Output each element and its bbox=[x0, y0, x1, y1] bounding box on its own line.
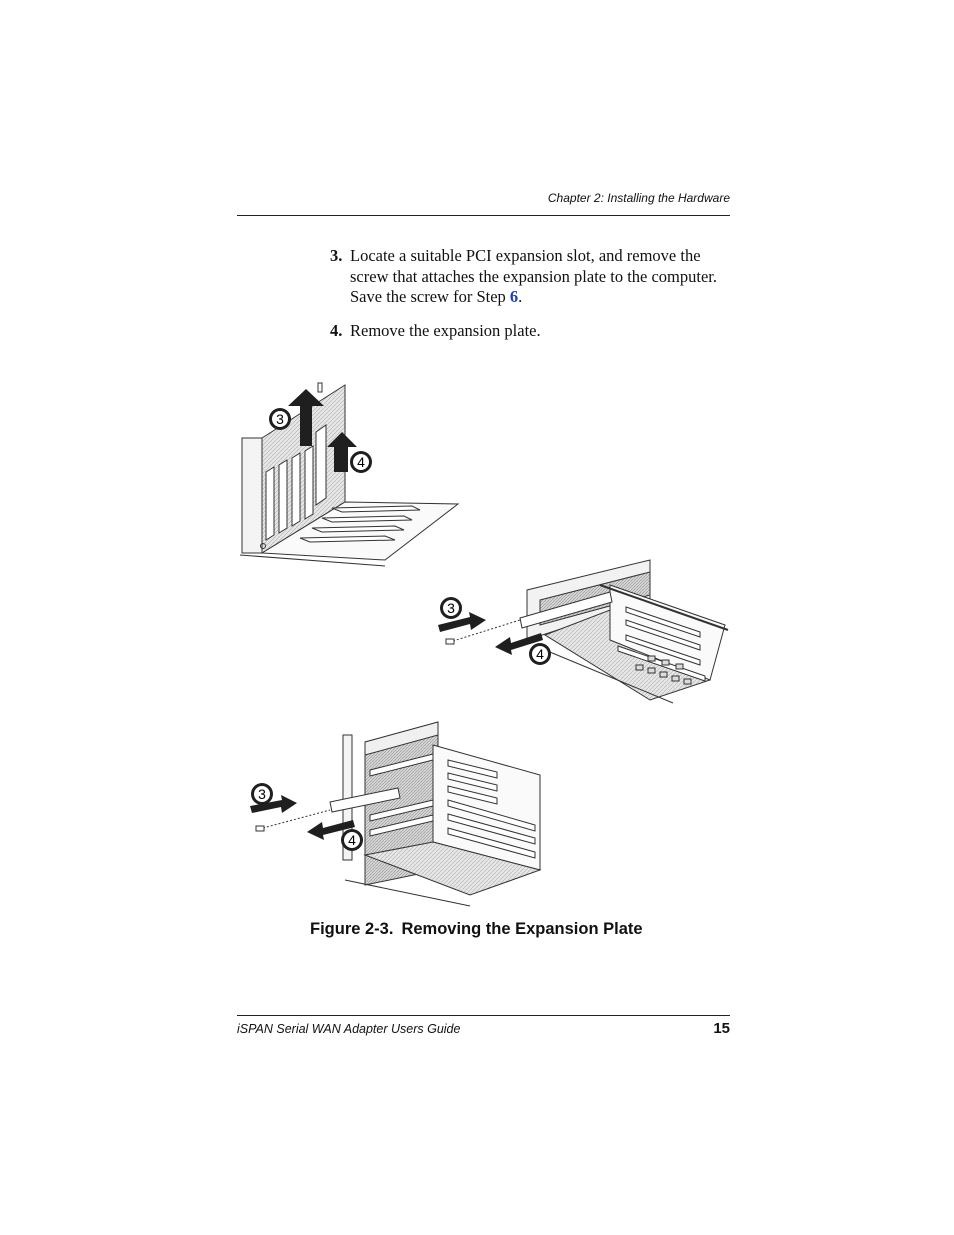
figure-title: Removing the Expansion Plate bbox=[401, 920, 643, 938]
callout-3-badge bbox=[269, 408, 291, 430]
running-header: Chapter 2: Installing the Hardware bbox=[547, 191, 730, 205]
footer-rule bbox=[237, 1015, 730, 1016]
step-6-link[interactable]: 6 bbox=[509, 287, 519, 306]
callout-3-badge bbox=[251, 783, 273, 805]
footer-guide-title: iSPAN Serial WAN Adapter Users Guide bbox=[237, 1022, 461, 1036]
step-text-end: . bbox=[518, 287, 523, 306]
page-number: 15 bbox=[713, 1020, 730, 1037]
callout-4-badge bbox=[341, 829, 363, 851]
svg-text:3: 3 bbox=[447, 600, 455, 616]
tower-view bbox=[240, 383, 458, 566]
step-number: 4. bbox=[330, 320, 343, 340]
step-number: 3. bbox=[330, 246, 343, 265]
step-text: Remove the expansion plate. bbox=[350, 320, 541, 340]
figure-label: Figure 2-3. bbox=[310, 920, 394, 938]
desktop-view bbox=[438, 560, 728, 703]
svg-text:4: 4 bbox=[348, 832, 356, 848]
callout-4-badge bbox=[529, 643, 551, 665]
callout-4-badge bbox=[350, 451, 372, 473]
svg-text:3: 3 bbox=[258, 786, 266, 802]
svg-text:4: 4 bbox=[357, 454, 365, 470]
svg-text:4: 4 bbox=[536, 646, 544, 662]
callout-3-badge bbox=[440, 597, 462, 619]
figure-caption bbox=[310, 920, 643, 939]
svg-text:3: 3 bbox=[276, 411, 284, 427]
step-text-main: Locate a suitable PCI expansion slot, and remove the screw that attaches the expansion plate to the computer. Save the screw for Step bbox=[350, 246, 717, 306]
minitower-view bbox=[250, 722, 540, 906]
